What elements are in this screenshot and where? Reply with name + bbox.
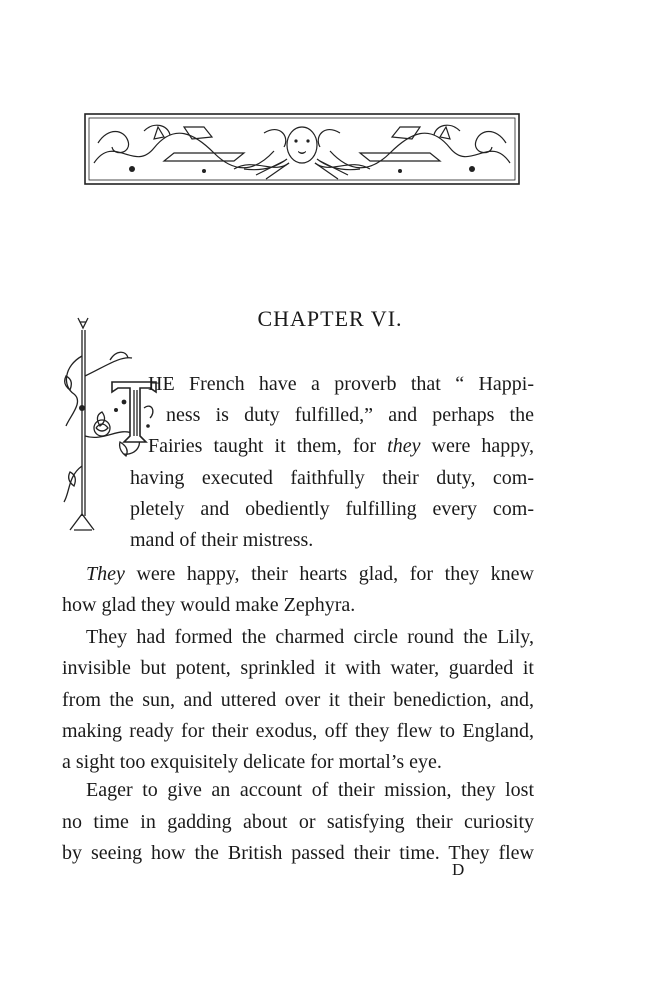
text-line (86, 562, 534, 586)
text-fragment: were happy, (420, 435, 535, 457)
chapter-title: CHAPTER VI. (257, 306, 403, 331)
text-line: Eager to give an account of their mission, they lost (86, 779, 534, 801)
text-line: how glad they would make Zephyra. (62, 594, 356, 616)
text-line: from the sun, and uttered over it their benediction, and, (62, 689, 534, 711)
text-line: HE French have a proverb that “ Happi- (148, 373, 534, 395)
italic-word: they (387, 435, 421, 457)
text-line (148, 434, 534, 458)
text-fragment: Fairies taught it them, for (148, 435, 388, 457)
text-line: by seeing how the British passed their time. They flew (62, 842, 534, 864)
text-line: having executed faithfully their duty, com- (130, 467, 534, 489)
text-line: invisible but potent, sprinkled it with water, guarded it (62, 657, 534, 679)
text-fragment: were happy, their hearts glad, for they knew (124, 563, 534, 585)
text-line: They had formed the charmed circle round the Lily, (86, 626, 534, 648)
text-line: no time in gadding about or satisfying their curiosity (62, 811, 534, 833)
text-line: making ready for their exodus, off they flew to England, (62, 720, 534, 742)
text-line: pletely and obediently fulfilling every com- (130, 498, 534, 520)
ornamental-headpiece-icon (84, 113, 520, 185)
italic-word: They (86, 563, 125, 585)
signature-mark: D (452, 860, 466, 879)
text-line: ness is duty fulfilled,” and perhaps the (166, 404, 534, 426)
text-line: mand of their mistress. (130, 529, 314, 551)
text-line: a sight too exquisitely delicate for mortal’s eye. (62, 751, 442, 773)
